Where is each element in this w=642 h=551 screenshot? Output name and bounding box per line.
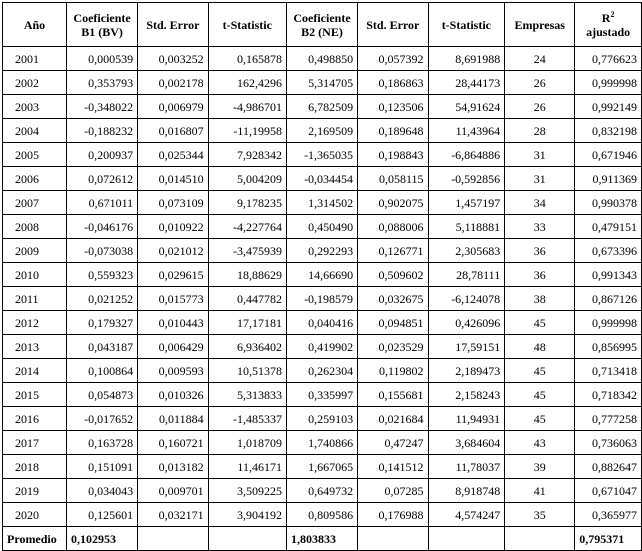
cell-b1-std-error: 0,025344 (138, 143, 208, 167)
cell-b1-coefficient: -0,348022 (67, 95, 138, 119)
cell-b1-std-error: 0,021012 (138, 239, 208, 263)
cell-b1-coefficient: 0,125601 (67, 503, 138, 527)
table-row (3, 191, 642, 215)
cell-b1-t-statistic: -11,19958 (208, 119, 286, 143)
cell-b2-t-statistic: 8,918748 (428, 479, 505, 503)
cell-r2-adjusted: 0,999998 (575, 71, 642, 95)
cell-b1-coefficient: 0,034043 (67, 479, 138, 503)
cell-b1-coefficient: 0,559323 (67, 263, 138, 287)
cell-b1-std-error: 0,029615 (138, 263, 208, 287)
table-row (3, 119, 642, 143)
cell-b1-std-error: 0,006429 (138, 335, 208, 359)
cell-b1-t-statistic: 1,018709 (208, 431, 286, 455)
cell-r2-adjusted: 0,856995 (575, 335, 642, 359)
cell-b2-t-statistic: 8,691988 (428, 47, 505, 71)
cell-b1-t-statistic: 9,178235 (208, 191, 286, 215)
cell-b2-std-error: 0,509602 (358, 263, 428, 287)
table-row (3, 383, 642, 407)
cell-b2-std-error: 0,126771 (358, 239, 428, 263)
cell-r2-adjusted: 0,867126 (575, 287, 642, 311)
cell-firms: 31 (505, 143, 575, 167)
cell-b2-t-statistic: 2,189473 (428, 359, 505, 383)
cell-b1-t-statistic: 162,4296 (208, 71, 286, 95)
cell-year: 2009 (3, 239, 67, 263)
cell-firms: 45 (505, 359, 575, 383)
cell-year: 2006 (3, 167, 67, 191)
cell-b1-std-error: 0,032171 (138, 503, 208, 527)
cell-firms: 36 (505, 263, 575, 287)
footer-empty-cell (138, 527, 208, 551)
cell-b2-t-statistic: -6,124078 (428, 287, 505, 311)
cell-b2-coefficient: 0,262304 (286, 359, 357, 383)
cell-b1-coefficient: -0,073038 (67, 239, 138, 263)
cell-firms: 34 (505, 191, 575, 215)
footer-empty-cell (428, 527, 505, 551)
regression-table-container (2, 2, 642, 551)
cell-year: 2005 (3, 143, 67, 167)
cell-b2-coefficient: 2,169509 (286, 119, 357, 143)
cell-b2-t-statistic: 4,574247 (428, 503, 505, 527)
cell-b1-t-statistic: 0,447782 (208, 287, 286, 311)
cell-b1-t-statistic: -3,475939 (208, 239, 286, 263)
cell-firms: 24 (505, 47, 575, 71)
cell-b1-coefficient: -0,017652 (67, 407, 138, 431)
cell-b2-std-error: 0,094851 (358, 311, 428, 335)
cell-b2-std-error: 0,07285 (358, 479, 428, 503)
cell-b1-std-error: 0,073109 (138, 191, 208, 215)
cell-firms: 35 (505, 503, 575, 527)
cell-r2-adjusted: 0,777258 (575, 407, 642, 431)
cell-year: 2012 (3, 311, 67, 335)
cell-year: 2001 (3, 47, 67, 71)
cell-r2-adjusted: 0,991343 (575, 263, 642, 287)
cell-b2-t-statistic: 2,158243 (428, 383, 505, 407)
cell-year: 2003 (3, 95, 67, 119)
table-row (3, 287, 642, 311)
cell-b2-t-statistic: 28,44173 (428, 71, 505, 95)
cell-firms: 45 (505, 311, 575, 335)
cell-b1-t-statistic: 6,936402 (208, 335, 286, 359)
header-row (3, 3, 642, 47)
cell-b2-t-statistic: 1,457197 (428, 191, 505, 215)
cell-r2-adjusted: 0,718342 (575, 383, 642, 407)
cell-year: 2014 (3, 359, 67, 383)
cell-b1-coefficient: 0,163728 (67, 431, 138, 455)
cell-b1-std-error: 0,011884 (138, 407, 208, 431)
header-b1: Coeficiente B1 (BV) (67, 3, 138, 47)
cell-b1-std-error: 0,016807 (138, 119, 208, 143)
cell-b2-coefficient: 1,314502 (286, 191, 357, 215)
footer-empty-cell (208, 527, 286, 551)
table-row (3, 71, 642, 95)
cell-b1-t-statistic: 17,17181 (208, 311, 286, 335)
cell-b2-coefficient: 0,450490 (286, 215, 357, 239)
cell-b2-coefficient: 6,782509 (286, 95, 357, 119)
cell-b1-std-error: 0,010922 (138, 215, 208, 239)
footer-b2-average: 1,803833 (286, 527, 357, 551)
cell-b2-std-error: 0,902075 (358, 191, 428, 215)
table-row (3, 47, 642, 71)
cell-b2-coefficient: 0,040416 (286, 311, 357, 335)
table-row (3, 167, 642, 191)
cell-b2-coefficient: 0,259103 (286, 407, 357, 431)
table-row (3, 263, 642, 287)
header-b2: Coeficiente B2 (NE) (286, 3, 357, 47)
cell-b1-t-statistic: 11,46171 (208, 455, 286, 479)
cell-firms: 41 (505, 479, 575, 503)
cell-r2-adjusted: 0,832198 (575, 119, 642, 143)
cell-b2-std-error: 0,123506 (358, 95, 428, 119)
cell-year: 2004 (3, 119, 67, 143)
cell-b2-coefficient: 1,740866 (286, 431, 357, 455)
cell-firms: 45 (505, 383, 575, 407)
cell-year: 2010 (3, 263, 67, 287)
cell-year: 2007 (3, 191, 67, 215)
cell-b2-t-statistic: 11,43964 (428, 119, 505, 143)
cell-b1-coefficient: 0,100864 (67, 359, 138, 383)
cell-firms: 26 (505, 71, 575, 95)
cell-b2-coefficient: 0,419902 (286, 335, 357, 359)
cell-year: 2019 (3, 479, 67, 503)
cell-year: 2018 (3, 455, 67, 479)
cell-b1-coefficient: -0,188232 (67, 119, 138, 143)
footer-r2-average: 0,795371 (575, 527, 642, 551)
cell-firms: 31 (505, 167, 575, 191)
cell-r2-adjusted: 0,992149 (575, 95, 642, 119)
cell-b2-t-statistic: 11,78037 (428, 455, 505, 479)
cell-r2-adjusted: 0,365977 (575, 503, 642, 527)
cell-b1-t-statistic: 0,165878 (208, 47, 286, 71)
cell-b1-std-error: 0,014510 (138, 167, 208, 191)
cell-b1-coefficient: 0,021252 (67, 287, 138, 311)
cell-b1-std-error: 0,003252 (138, 47, 208, 71)
cell-year: 2020 (3, 503, 67, 527)
cell-b2-t-statistic: 54,91624 (428, 95, 505, 119)
cell-b1-coefficient: 0,671011 (67, 191, 138, 215)
cell-firms: 26 (505, 95, 575, 119)
cell-year: 2002 (3, 71, 67, 95)
cell-b2-coefficient: 1,667065 (286, 455, 357, 479)
cell-year: 2015 (3, 383, 67, 407)
cell-b2-std-error: 0,023529 (358, 335, 428, 359)
header-t-statistic-1: t-Statistic (208, 3, 286, 47)
table-row (3, 407, 642, 431)
cell-b1-std-error: 0,010443 (138, 311, 208, 335)
footer-empty-cell (358, 527, 428, 551)
table-row (3, 431, 642, 455)
cell-b2-coefficient: 0,335997 (286, 383, 357, 407)
cell-firms: 48 (505, 335, 575, 359)
cell-r2-adjusted: 0,479151 (575, 215, 642, 239)
table-row (3, 143, 642, 167)
cell-b2-std-error: 0,47247 (358, 431, 428, 455)
cell-b1-coefficient: 0,072612 (67, 167, 138, 191)
cell-b1-std-error: 0,009593 (138, 359, 208, 383)
cell-b2-std-error: 0,186863 (358, 71, 428, 95)
cell-b1-t-statistic: 10,51378 (208, 359, 286, 383)
cell-b2-coefficient: 0,809586 (286, 503, 357, 527)
cell-b1-t-statistic: 3,904192 (208, 503, 286, 527)
cell-b2-std-error: 0,088006 (358, 215, 428, 239)
cell-r2-adjusted: 0,671047 (575, 479, 642, 503)
cell-b1-std-error: 0,160721 (138, 431, 208, 455)
table-row (3, 359, 642, 383)
cell-firms: 28 (505, 119, 575, 143)
cell-b2-t-statistic: 28,78111 (428, 263, 505, 287)
cell-firms: 36 (505, 239, 575, 263)
cell-b2-std-error: 0,176988 (358, 503, 428, 527)
cell-b2-std-error: 0,119802 (358, 359, 428, 383)
table-row (3, 479, 642, 503)
cell-year: 2011 (3, 287, 67, 311)
cell-r2-adjusted: 0,671946 (575, 143, 642, 167)
footer-empty-cell (505, 527, 575, 551)
cell-b2-t-statistic: -6,864886 (428, 143, 505, 167)
cell-b2-std-error: 0,141512 (358, 455, 428, 479)
cell-b2-coefficient: 0,292293 (286, 239, 357, 263)
table-row (3, 311, 642, 335)
cell-b2-coefficient: -0,034454 (286, 167, 357, 191)
table-row (3, 95, 642, 119)
cell-b2-coefficient: 5,314705 (286, 71, 357, 95)
footer-label: Promedio (3, 527, 67, 551)
cell-year: 2017 (3, 431, 67, 455)
cell-b2-std-error: 0,058115 (358, 167, 428, 191)
cell-r2-adjusted: 0,673396 (575, 239, 642, 263)
regression-results-table (2, 2, 642, 551)
cell-r2-adjusted: 0,911369 (575, 167, 642, 191)
cell-b2-std-error: 0,021684 (358, 407, 428, 431)
table-row (3, 335, 642, 359)
cell-b2-t-statistic: 0,426096 (428, 311, 505, 335)
cell-firms: 45 (505, 407, 575, 431)
cell-b2-std-error: 0,189648 (358, 119, 428, 143)
cell-b1-coefficient: 0,151091 (67, 455, 138, 479)
cell-firms: 43 (505, 431, 575, 455)
cell-b2-coefficient: 14,66690 (286, 263, 357, 287)
cell-b2-t-statistic: 5,118881 (428, 215, 505, 239)
table-row (3, 239, 642, 263)
cell-r2-adjusted: 0,999998 (575, 311, 642, 335)
cell-b1-std-error: 0,015773 (138, 287, 208, 311)
cell-year: 2008 (3, 215, 67, 239)
cell-b1-coefficient: 0,200937 (67, 143, 138, 167)
cell-b2-t-statistic: -0,592856 (428, 167, 505, 191)
table-row (3, 503, 642, 527)
cell-b1-std-error: 0,010326 (138, 383, 208, 407)
cell-b1-t-statistic: 5,004209 (208, 167, 286, 191)
cell-r2-adjusted: 0,776623 (575, 47, 642, 71)
cell-b2-coefficient: -0,198579 (286, 287, 357, 311)
footer-b1-average: 0,102953 (67, 527, 138, 551)
cell-b1-std-error: 0,009701 (138, 479, 208, 503)
cell-r2-adjusted: 0,990378 (575, 191, 642, 215)
cell-year: 2016 (3, 407, 67, 431)
cell-b1-std-error: 0,013182 (138, 455, 208, 479)
cell-b1-coefficient: 0,000539 (67, 47, 138, 71)
table-row (3, 455, 642, 479)
cell-firms: 39 (505, 455, 575, 479)
cell-b2-t-statistic: 11,94931 (428, 407, 505, 431)
cell-b1-t-statistic: 7,928342 (208, 143, 286, 167)
cell-b1-std-error: 0,002178 (138, 71, 208, 95)
cell-b1-t-statistic: -4,986701 (208, 95, 286, 119)
cell-b2-coefficient: 0,498850 (286, 47, 357, 71)
header-std-error-1: Std. Error (138, 3, 208, 47)
header-firms: Empresas (505, 3, 575, 47)
cell-r2-adjusted: 0,736063 (575, 431, 642, 455)
footer-row-average (3, 527, 642, 551)
cell-b2-coefficient: -1,365035 (286, 143, 357, 167)
cell-b2-std-error: 0,032675 (358, 287, 428, 311)
cell-b1-t-statistic: 18,88629 (208, 263, 286, 287)
header-std-error-2: Std. Error (358, 3, 428, 47)
cell-b2-std-error: 0,155681 (358, 383, 428, 407)
cell-r2-adjusted: 0,882647 (575, 455, 642, 479)
cell-b2-t-statistic: 2,305683 (428, 239, 505, 263)
cell-b1-t-statistic: 3,509225 (208, 479, 286, 503)
cell-b2-std-error: 0,057392 (358, 47, 428, 71)
cell-b1-t-statistic: -4,227764 (208, 215, 286, 239)
cell-b1-coefficient: -0,046176 (67, 215, 138, 239)
cell-b1-t-statistic: -1,485337 (208, 407, 286, 431)
table-body (3, 47, 642, 527)
table-row (3, 215, 642, 239)
cell-firms: 33 (505, 215, 575, 239)
cell-firms: 38 (505, 287, 575, 311)
header-t-statistic-2: t-Statistic (428, 3, 505, 47)
cell-year: 2013 (3, 335, 67, 359)
cell-b1-coefficient: 0,179327 (67, 311, 138, 335)
cell-b2-t-statistic: 3,684604 (428, 431, 505, 455)
cell-b2-std-error: 0,198843 (358, 143, 428, 167)
header-r2-adjusted: $R^2$ ajustado (575, 3, 642, 47)
cell-r2-adjusted: 0,713418 (575, 359, 642, 383)
header-year: Año (3, 3, 67, 47)
cell-b1-coefficient: 0,353793 (67, 71, 138, 95)
cell-b2-t-statistic: 17,59151 (428, 335, 505, 359)
cell-b2-coefficient: 0,649732 (286, 479, 357, 503)
cell-b1-coefficient: 0,054873 (67, 383, 138, 407)
cell-b1-coefficient: 0,043187 (67, 335, 138, 359)
cell-b1-t-statistic: 5,313833 (208, 383, 286, 407)
cell-b1-std-error: 0,006979 (138, 95, 208, 119)
